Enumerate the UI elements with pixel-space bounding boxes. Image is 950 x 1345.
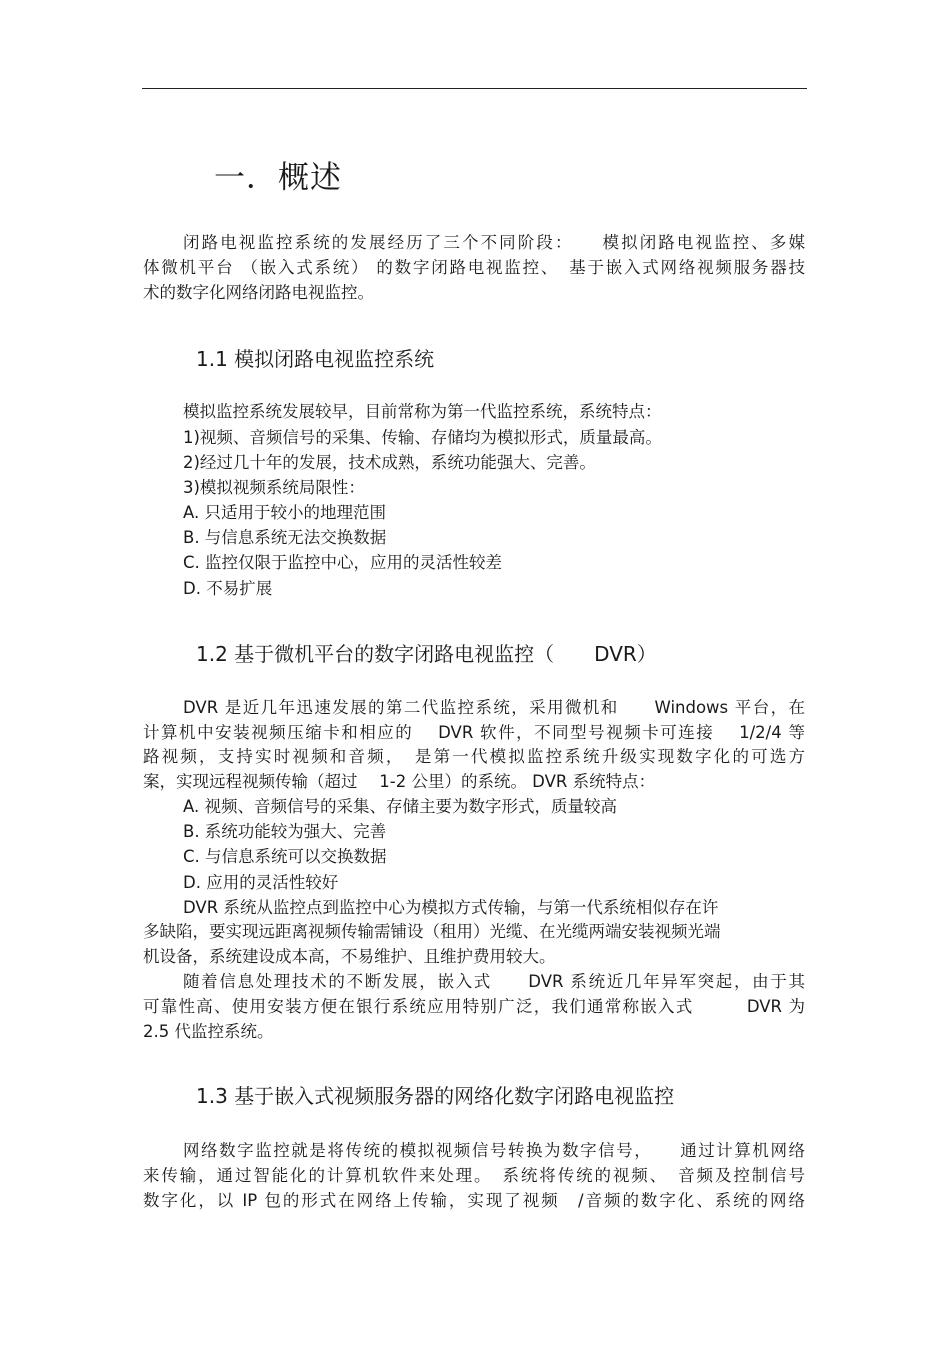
s12-p1-line-1: DVR 是近几年迅速发展的第二代监控系统，采用微机和 Windows 平台，在 xyxy=(183,698,805,717)
intro-line-1: 闭路电视监控系统的发展经历了三个不同阶段： 模拟闭路电视监控、多媒 xyxy=(183,233,805,252)
s12-p2-line-1: DVR 系统从监控点到监控中心为模拟方式传输，与第一代系统相似存在许 xyxy=(183,898,719,917)
page-title: 一．概述 xyxy=(214,160,342,196)
s12-p1-line-3: 路视频，支持实时视频和音频， 是第一代模拟监控系统升级实现数字化的可选方 xyxy=(143,747,805,766)
s12-p2-line-2: 多缺陷，要实现远距离视频传输需铺设（租用）光缆、在光缆两端安装视频光端 xyxy=(143,922,721,941)
intro-line-3: 术的数字化网络闭路电视监控。 xyxy=(143,283,374,302)
header-rule xyxy=(142,88,807,89)
s12-item-a: A. 视频、音频信号的采集、存储主要为数字形式，质量较高 xyxy=(183,797,617,816)
s11-line-1: 模拟监控系统发展较早，目前常称为第一代监控系统，系统特点： xyxy=(183,402,662,421)
s11-item-d: D. 不易扩展 xyxy=(183,579,273,598)
section-heading-1-1: 1.1 模拟闭路电视监控系统 xyxy=(196,347,435,371)
s11-item-c: C. 监控仅限于监控中心，应用的灵活性较差 xyxy=(183,553,503,572)
s13-line-3: 数字化，以 IP 包的形式在网络上传输，实现了视频 /音频的数字化、系统的网络 xyxy=(143,1191,805,1210)
s12-item-c: C. 与信息系统可以交换数据 xyxy=(183,847,387,866)
s12-p3-line-3: 2.5 代监控系统。 xyxy=(143,1022,274,1041)
s12-p3-line-1: 随着信息处理技术的不断发展，嵌入式 DVR 系统近几年异军突起，由于其 xyxy=(183,972,805,991)
s13-line-1: 网络数字监控就是将传统的模拟视频信号转换为数字信号， 通过计算机网络 xyxy=(183,1141,805,1160)
s11-line-4: 3)模拟视频系统局限性： xyxy=(183,478,365,497)
s11-item-b: B. 与信息系统无法交换数据 xyxy=(183,528,387,547)
s12-p1-line-2: 计算机中安装视频压缩卡和相应的 DVR 软件，不同型号视频卡可连接 1/2/4 等 xyxy=(143,723,805,742)
s12-p1-line-4: 案，实现远程视频传输（超过 1-2 公里）的系统。 DVR 系统特点： xyxy=(143,772,656,791)
section-heading-1-2: 1.2 基于微机平台的数字闭路电视监控（ DVR） xyxy=(196,642,657,666)
s12-p2-line-3: 机设备，系统建设成本高，不易维护、且维护费用较大。 xyxy=(143,947,556,966)
s13-line-2: 来传输，通过智能化的计算机软件来处理。 系统将传统的视频、 音频及控制信号 xyxy=(143,1166,805,1185)
intro-line-2: 体微机平台 （嵌入式系统） 的数字闭路电视监控、 基于嵌入式网络视频服务器技 xyxy=(143,258,805,277)
s11-line-2: 1)视频、音频信号的采集、传输、存储均为模拟形式，质量最高。 xyxy=(183,428,662,447)
s12-item-d: D. 应用的灵活性较好 xyxy=(183,873,339,892)
s11-item-a: A. 只适用于较小的地理范围 xyxy=(183,503,386,522)
s12-p3-line-2: 可靠性高、使用安装方便在银行系统应用特别广泛，我们通常称嵌入式 DVR 为 xyxy=(143,997,805,1016)
s12-item-b: B. 系统功能较为强大、完善 xyxy=(183,822,387,841)
s11-line-3: 2)经过几十年的发展，技术成熟，系统功能强大、完善。 xyxy=(183,453,596,472)
section-heading-1-3: 1.3 基于嵌入式视频服务器的网络化数字闭路电视监控 xyxy=(196,1084,675,1108)
